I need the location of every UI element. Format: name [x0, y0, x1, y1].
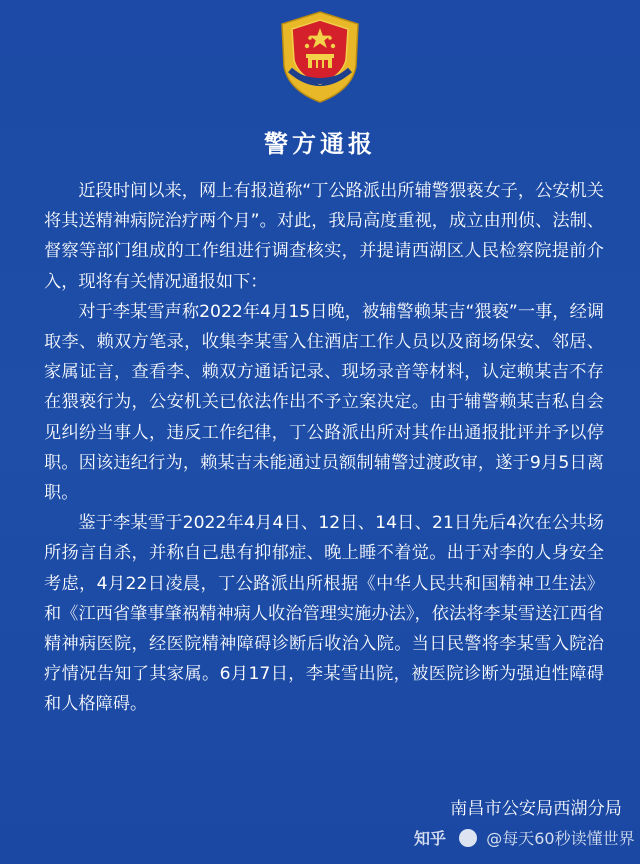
police-emblem-icon [274, 10, 366, 104]
paragraph-intro: 近段时间以来，网上有报道称“丁公路派出所辅警猥亵女子，公安机关将其送精神病院治疗两个月”。对此，我局高度重视，成立由刑侦、法制、督察等部门组成的工作组进行调查核实，并提请西湖区人民检察院提前介入，现将有关情况通报如下： [44, 181, 604, 292]
page-title: 警方通报 [264, 129, 376, 158]
notice-body [44, 176, 604, 720]
issuer-signature: 南昌市公安局西湖分局 [450, 799, 622, 819]
platform-watermark [414, 826, 635, 849]
avatar-icon [459, 829, 477, 847]
paragraph-investigation: 对于李某雪声称2022年4月15日晚，被辅警赖某吉“猥亵”一事，经调取李、赖双方笔录，收集李某雪入住酒店工作人员以及商场保安、邻居、家属证言，查看李、赖双方通话记录、现场录音等材料，认定赖某吉不存在猥亵行为，公安机关已依法作出不予立案决定。由于辅警赖某吉私自会见纠纷当事人，违反工作纪律，丁公路派出所对其作出通报批评并予以停职。因该违纪行为，赖某吉未能通过员额制辅警过渡政审，遂于9月5日离职。 [44, 301, 604, 504]
watermark-user: @每天60秒读懂世界 [486, 829, 635, 848]
paragraph-hospitalization: 鉴于李某雪于2022年4月4日、12日、14日、21日先后4次在公共场所扬言自杀，并称自己患有抑郁症、晚上睡不着觉。出于对李的人身安全考虑，4月22日凌晨，丁公路派出所根据《中华人民共和国精神卫生法》和《江西省肇事肇祸精神病人收治管理实施办法》，依法将李某雪送江西省精神病医院，经医院精神障碍诊断后收治入院。当日民警将李某雪入院治疗情况告知了其家属。6月17日，李某雪出院，被医院诊断为强迫性障碍和人格障碍。 [44, 513, 604, 715]
watermark-logo: 知乎 [414, 829, 447, 848]
